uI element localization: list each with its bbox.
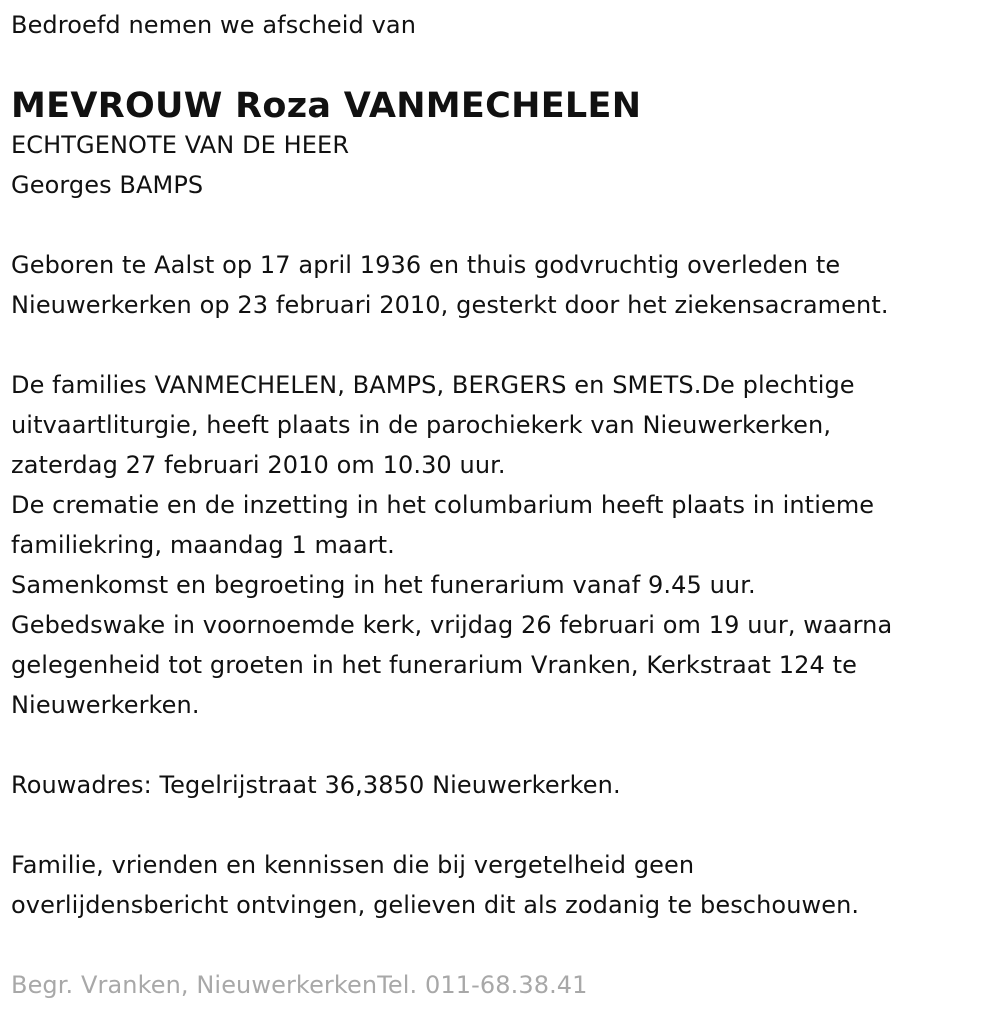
paragraph-line: Familie, vrienden en kennissen die bij vergetelheid geen: [11, 851, 695, 879]
paragraph-line: Nieuwerkerken op 23 februari 2010, gesterkt door het ziekensacrament.: [11, 291, 889, 319]
paragraph-line: Geboren te Aalst op 17 april 1936 en thuis godvruchtig overleden te: [11, 251, 841, 279]
paragraph-line: Nieuwerkerken.: [11, 691, 200, 719]
spacer: [11, 725, 991, 765]
birth-death-paragraph: [11, 245, 991, 325]
spacer: [11, 805, 991, 845]
spacer: [11, 325, 991, 365]
ceremony-paragraph: [11, 365, 991, 725]
paragraph-line: Gebedswake in voornoemde kerk, vrijdag 26 februari om 19 uur, waarna: [11, 611, 893, 639]
spacer: [11, 925, 991, 965]
paragraph-line: De crematie en de inzetting in het columbarium heeft plaats in intieme: [11, 491, 875, 519]
paragraph-line: zaterdag 27 februari 2010 om 10.30 uur.: [11, 451, 506, 479]
obituary-notice: [11, 0, 991, 1005]
spouse-name: Georges BAMPS: [11, 171, 204, 199]
paragraph-line: gelegenheid tot groeten in het funerarium Vranken, Kerkstraat 124 te: [11, 651, 858, 679]
intro-text: Bedroefd nemen we afscheid van: [11, 11, 417, 39]
paragraph-line: uitvaartliturgie, heeft plaats in de parochiekerk van Nieuwerkerken,: [11, 411, 832, 439]
paragraph-line: De families VANMECHELEN, BAMPS, BERGERS en SMETS.De plechtige: [11, 371, 855, 399]
paragraph-line: overlijdensbericht ontvingen, gelieven dit als zodanig te beschouwen.: [11, 891, 860, 919]
closing-paragraph: [11, 845, 991, 925]
funeral-home-footer: Begr. Vranken, NieuwerkerkenTel. 011-68.38.41: [11, 971, 588, 999]
paragraph-line: Samenkomst en begroeting in het funerarium vanaf 9.45 uur.: [11, 571, 756, 599]
deceased-name: MEVROUW Roza VANMECHELEN: [11, 86, 642, 126]
spacer: [11, 205, 991, 245]
mourning-address: Rouwadres: Tegelrijstraat 36,3850 Nieuwerkerken.: [11, 771, 621, 799]
paragraph-line: familiekring, maandag 1 maart.: [11, 531, 395, 559]
spouse-title: ECHTGENOTE VAN DE HEER: [11, 131, 350, 159]
